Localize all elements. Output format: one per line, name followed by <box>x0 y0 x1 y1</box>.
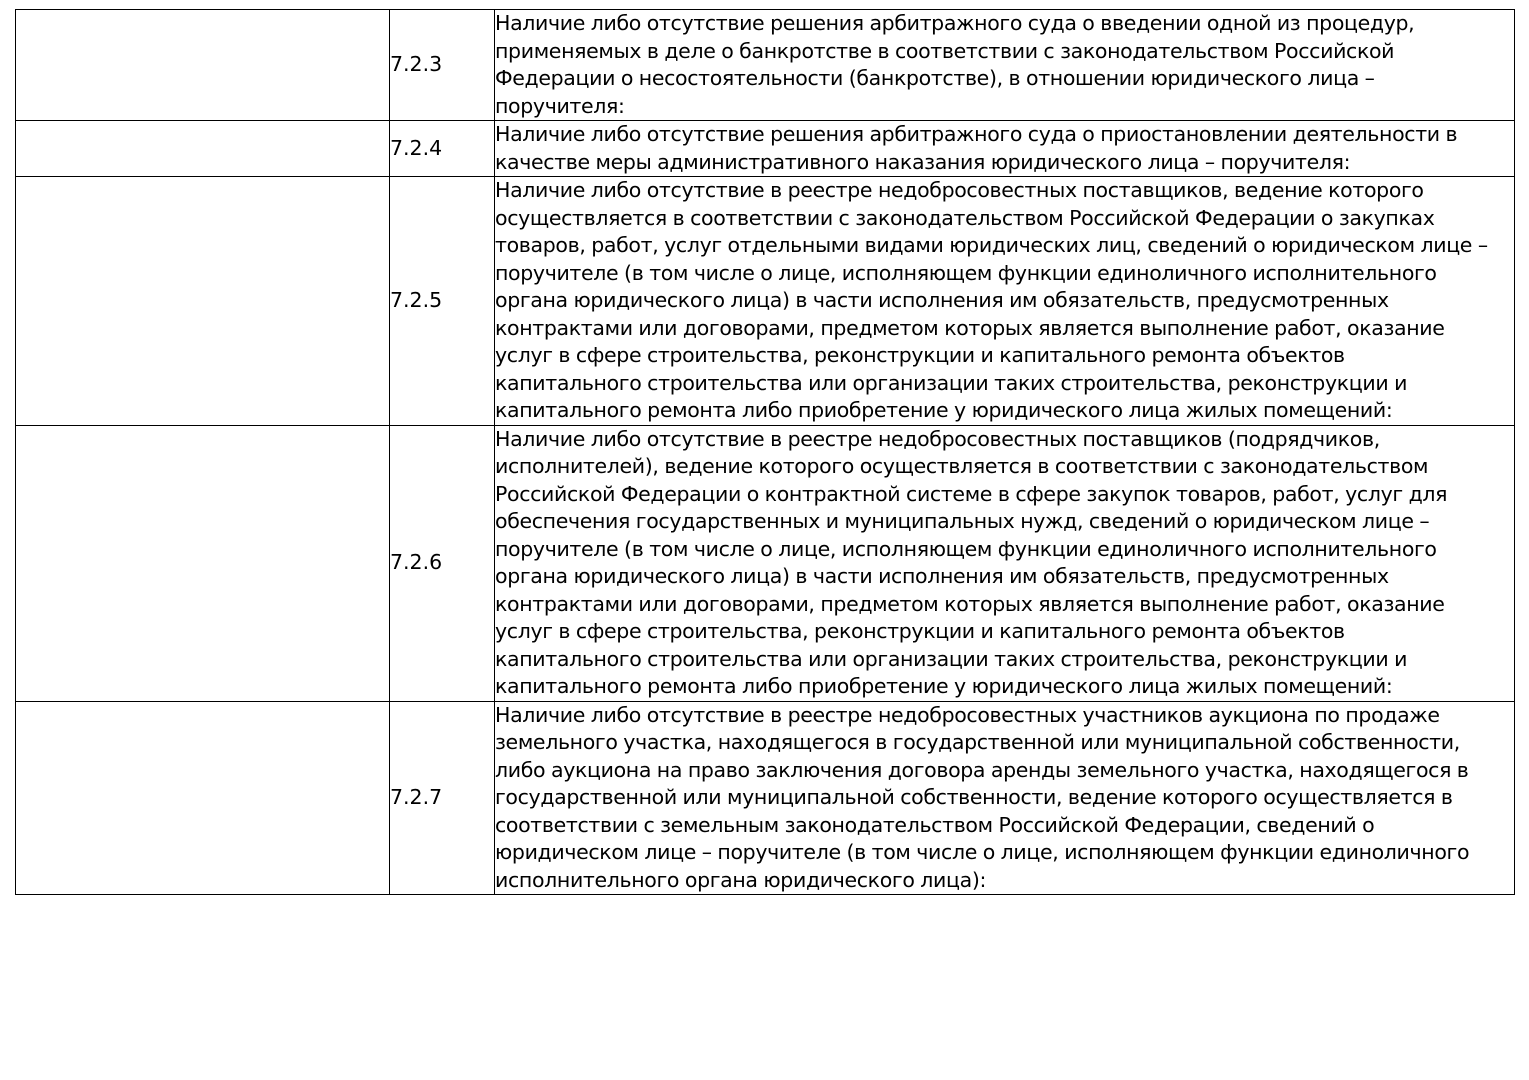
text-line: Федерации о несостоятельности (банкротстве), в отношении юридического лица – <box>495 66 1375 90</box>
text-line: Наличие либо отсутствие решения арбитражного суда о приостановлении деятельности в <box>495 122 1458 146</box>
item-number: 7.2.3 <box>390 10 495 121</box>
text-line: соответствии с земельным законодательством Российской Федерации, сведений о <box>495 812 1375 837</box>
item-number: 7.2.6 <box>390 425 495 701</box>
item-description <box>495 10 1515 121</box>
empty-cell <box>16 177 390 426</box>
text-line: товаров, работ, услуг отдельными видами юридических лиц, сведений о юридическом лице – <box>495 233 1488 257</box>
item-description <box>495 177 1515 426</box>
empty-cell <box>16 701 390 895</box>
item-number: 7.2.5 <box>390 177 495 426</box>
item-description <box>495 701 1515 895</box>
text-line: капитального ремонта либо приобретение у юридического лица жилых помещений: <box>495 674 1393 698</box>
text-line: поручителя: <box>495 93 625 118</box>
text-line: капитального строительства или организации таких строительства, реконструкции и <box>495 646 1408 671</box>
table-row <box>16 10 1515 121</box>
text-line: органа юридического лица) в части исполнения им обязательств, предусмотренных <box>495 288 1389 312</box>
table-row <box>16 121 1515 177</box>
item-description <box>495 425 1515 701</box>
text-line: обеспечения государственных и муниципальных нужд, сведений о юридическом лице – <box>495 509 1430 533</box>
text-line: Наличие либо отсутствие в реестре недобросовестных участников аукциона по продаже <box>495 702 1440 727</box>
item-description <box>495 121 1515 177</box>
text-line: органа юридического лица) в части исполнения им обязательств, предусмотренных <box>495 564 1389 588</box>
text-line: Наличие либо отсутствие в реестре недобросовестных поставщиков, ведение которого <box>495 178 1424 202</box>
text-line: исполнительного органа юридического лица): <box>495 867 987 892</box>
text-line: земельного участка, находящегося в государственной или муниципальной собственности, <box>495 730 1460 754</box>
text-line: контрактами или договорами, предметом которых является выполнение работ, оказание <box>495 315 1445 340</box>
text-line: государственной или муниципальной собственности, ведение которого осуществляется в <box>495 785 1453 809</box>
text-line: Российской Федерации о контрактной системе в сфере закупок товаров, работ, услуг для <box>495 481 1448 506</box>
text-line: поручителе (в том числе о лице, исполняющем функции единоличного исполнительного <box>495 260 1437 285</box>
item-number: 7.2.4 <box>390 121 495 177</box>
table-row <box>16 701 1515 895</box>
text-line: капитального ремонта либо приобретение у юридического лица жилых помещений: <box>495 398 1393 422</box>
text-line: Наличие либо отсутствие в реестре недобросовестных поставщиков (подрядчиков, <box>495 426 1380 451</box>
text-line: качестве меры административного наказания юридического лица – поручителя: <box>495 149 1351 174</box>
table-body <box>16 10 1515 895</box>
requirements-table <box>15 9 1515 895</box>
text-line: исполнителей), ведение которого осуществляется в соответствии с законодательством <box>495 454 1429 478</box>
item-number: 7.2.7 <box>390 701 495 895</box>
text-line: юридическом лице – поручителе (в том числе о лице, исполняющем функции единоличного <box>495 840 1470 864</box>
text-line: либо аукциона на право заключения договора аренды земельного участка, находящегося в <box>495 757 1469 782</box>
text-line: услуг в сфере строительства, реконструкции и капитального ремонта объектов <box>495 619 1345 643</box>
text-line: применяемых в деле о банкротстве в соответствии с законодательством Российской <box>495 38 1395 63</box>
empty-cell <box>16 10 390 121</box>
text-line: капитального строительства или организации таких строительства, реконструкции и <box>495 370 1408 395</box>
text-line: осуществляется в соответствии с законодательством Российской Федерации о закупках <box>495 205 1435 230</box>
text-line: контрактами или договорами, предметом которых является выполнение работ, оказание <box>495 591 1445 616</box>
text-line: Наличие либо отсутствие решения арбитражного суда о введении одной из процедур, <box>495 11 1415 35</box>
empty-cell <box>16 425 390 701</box>
empty-cell <box>16 121 390 177</box>
text-line: услуг в сфере строительства, реконструкции и капитального ремонта объектов <box>495 343 1345 367</box>
table-row <box>16 425 1515 701</box>
text-line: поручителе (в том числе о лице, исполняющем функции единоличного исполнительного <box>495 536 1437 561</box>
table-row <box>16 177 1515 426</box>
